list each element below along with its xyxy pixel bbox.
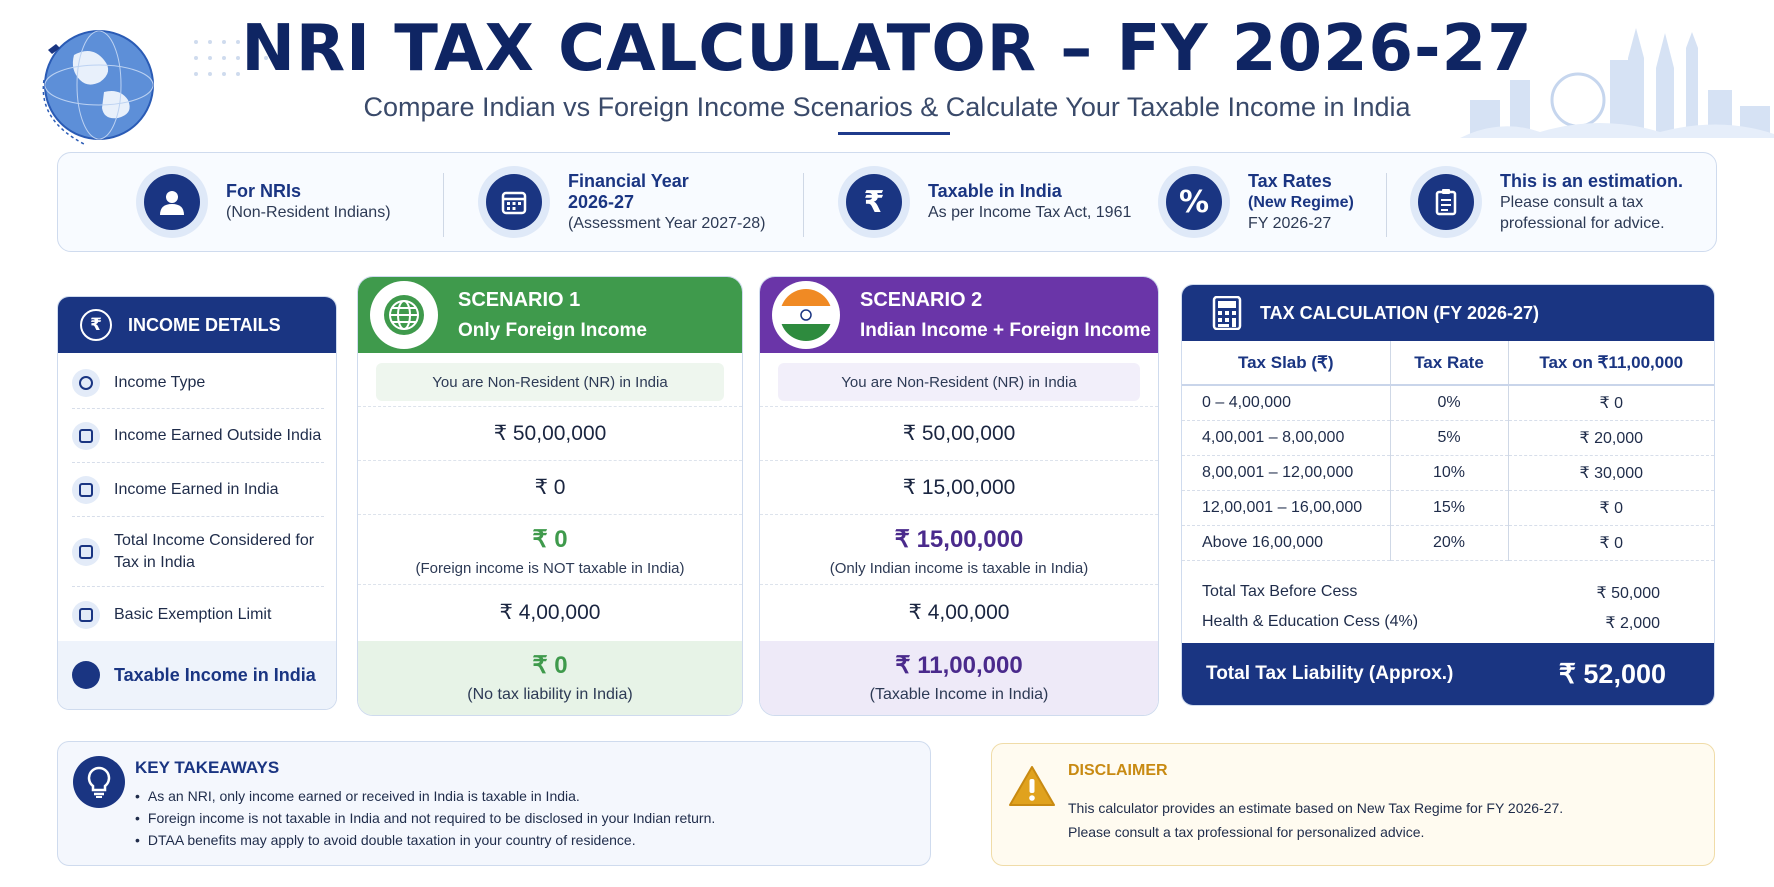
total-tax-liability — [1182, 643, 1714, 705]
title-underline — [838, 132, 950, 135]
income-row-exemption — [72, 587, 324, 643]
info-subtitle: As per Income Tax Act, 1961 — [928, 204, 1132, 221]
settings-icon — [72, 369, 100, 397]
residency-status: You are Non-Resident (NR) in India — [376, 363, 724, 401]
taxable-income-note: (No tax liability in India) — [467, 686, 633, 703]
scenario-1-taxable — [358, 641, 742, 716]
list-item: • Foreign income is not taxable in India and not required to be disclosed in your Indian return. — [135, 807, 715, 829]
scenario-title: SCENARIO 2 — [860, 288, 983, 311]
scenario-title: SCENARIO 1 — [458, 288, 581, 311]
income-details-panel — [57, 296, 337, 710]
table-header-row — [1182, 341, 1714, 385]
scenario-1-total — [358, 515, 742, 585]
income-row-taxable — [58, 641, 336, 709]
scenario-2-exemption: ₹ 4,00,000 — [908, 601, 1010, 624]
income-row-label: Income Earned in India — [114, 480, 279, 498]
table-header: Tax Rate — [1390, 341, 1508, 385]
user-icon — [136, 166, 208, 238]
cess-row — [1202, 613, 1660, 633]
scenario-1-type — [358, 353, 742, 407]
info-item-taxable — [838, 153, 1131, 251]
clipboard-icon — [1410, 166, 1482, 238]
calculator-icon — [72, 538, 100, 566]
slab-cell: 12,00,001 – 16,00,000 — [1182, 490, 1390, 525]
info-title: This is an estimation. — [1500, 170, 1684, 191]
page-title: NRI TAX CALCULATOR – FY 2026-27 — [241, 12, 1533, 86]
table-row — [1182, 385, 1714, 420]
disclaimer-panel — [991, 743, 1715, 866]
info-title-year: 2026-27 — [568, 191, 635, 212]
scenario-subtitle: Only Foreign Income — [458, 319, 647, 341]
scenario-1-card — [357, 276, 743, 716]
table-row — [1182, 455, 1714, 490]
info-subtitle: FY 2026-27 — [1248, 214, 1332, 232]
scenario-2-india: ₹ 15,00,000 — [760, 461, 1158, 515]
info-subtitle: Please consult a tax — [1500, 193, 1644, 211]
lightbulb-icon — [73, 756, 125, 808]
total-income-value: ₹ 15,00,000 — [894, 526, 1024, 553]
info-subtitle-2: professional for advice. — [1500, 214, 1665, 232]
table-row — [1182, 420, 1714, 455]
warning-icon — [1008, 764, 1056, 808]
income-row-label: Income Earned Outside India — [114, 426, 322, 444]
rate-cell: 0% — [1390, 385, 1508, 420]
disclaimer-title: DISCLAIMER — [1068, 762, 1168, 779]
rate-cell: 15% — [1390, 490, 1508, 525]
percent-icon: % — [1158, 166, 1230, 238]
scenario-2-card — [759, 276, 1159, 716]
info-title-regime: (New Regime) — [1248, 193, 1354, 211]
income-row-label: Income Type — [114, 373, 206, 391]
tax-calculation-title: TAX CALCULATION (FY 2026-27) — [1260, 302, 1540, 323]
income-details-header — [58, 297, 336, 353]
divider — [443, 173, 444, 237]
key-takeaways-panel — [57, 741, 931, 866]
table-header: Tax Slab (₹) — [1182, 341, 1390, 385]
income-row-label: Taxable Income in India — [114, 664, 316, 685]
shield-icon — [72, 661, 100, 689]
info-bar — [57, 152, 1717, 252]
globe-icon — [370, 281, 438, 349]
divider — [1386, 173, 1387, 237]
income-row-type — [72, 357, 324, 409]
total-liability-value: ₹ 52,000 — [1558, 658, 1666, 689]
calendar-icon — [478, 166, 550, 238]
total-income-note: (Foreign income is NOT taxable in India) — [415, 560, 685, 577]
taxable-income-value: ₹ 11,00,000 — [895, 652, 1023, 679]
info-title: For NRIs — [226, 181, 302, 201]
summary-value: ₹ 2,000 — [1605, 615, 1660, 632]
tax-cell: ₹ 0 — [1508, 490, 1714, 525]
disclaimer-line: Please consult a tax professional for personalized advice. — [1068, 824, 1425, 840]
scenario-1-exemption: ₹ 4,00,000 — [499, 601, 601, 624]
residency-status: You are Non-Resident (NR) in India — [778, 363, 1140, 401]
info-title: Financial Year — [568, 170, 689, 191]
summary-label: Total Tax Before Cess — [1202, 583, 1358, 600]
list-item: • DTAA benefits may apply to avoid double taxation in your country of residence. — [135, 829, 715, 851]
scenario-2-outside: ₹ 50,00,000 — [760, 407, 1158, 461]
disclaimer-line: This calculator provides an estimate based on New Tax Regime for FY 2026-27. — [1068, 800, 1564, 816]
tax-cell: ₹ 0 — [1508, 385, 1714, 420]
info-subtitle: (Assessment Year 2027-28) — [568, 214, 766, 232]
income-details-title: INCOME DETAILS — [128, 314, 281, 335]
slab-cell: 4,00,001 – 8,00,000 — [1182, 420, 1390, 455]
tax-cell: ₹ 0 — [1508, 525, 1714, 560]
taxable-income-note: (Taxable Income in India) — [869, 686, 1049, 703]
calculator-icon — [1212, 296, 1242, 330]
india-flag-icon — [772, 281, 840, 349]
rate-cell: 10% — [1390, 455, 1508, 490]
list-item: • As an NRI, only income earned or received in India is taxable in India. — [135, 785, 715, 807]
key-takeaways-list — [135, 785, 715, 851]
scenario-1-india: ₹ 0 — [358, 461, 742, 515]
person-shield-icon — [72, 601, 100, 629]
tax-calculation-header — [1182, 285, 1714, 341]
scenario-1-outside: ₹ 50,00,000 — [358, 407, 742, 461]
table-row — [1182, 490, 1714, 525]
scenario-subtitle: Indian Income + Foreign Income — [860, 319, 1151, 341]
rupee-icon: ₹ — [838, 166, 910, 238]
rate-cell: 20% — [1390, 525, 1508, 560]
slab-cell: Above 16,00,000 — [1182, 525, 1390, 560]
tax-calculation-panel — [1181, 284, 1715, 706]
slab-cell: 0 – 4,00,000 — [1182, 385, 1390, 420]
income-row-total — [72, 517, 324, 587]
table-header: Tax on ₹11,00,000 — [1508, 341, 1714, 385]
info-title: Taxable in India — [928, 181, 1062, 201]
scenario-2-total — [760, 515, 1158, 585]
income-row-label: Total Income Considered for Tax in India — [114, 531, 315, 571]
total-before-cess-row — [1202, 583, 1660, 603]
slab-cell: 8,00,001 – 12,00,000 — [1182, 455, 1390, 490]
scenario-2-type — [760, 353, 1158, 407]
table-row — [1182, 525, 1714, 560]
rate-cell: 5% — [1390, 420, 1508, 455]
income-row-india — [72, 463, 324, 517]
income-row-label: Basic Exemption Limit — [114, 606, 272, 623]
calculator-icon — [72, 422, 100, 450]
page-subtitle: Compare Indian vs Foreign Income Scenarios & Calculate Your Taxable Income in India — [363, 92, 1411, 122]
rupee-icon: ₹ — [80, 309, 112, 341]
summary-label: Health & Education Cess (4%) — [1202, 613, 1419, 630]
info-item-tax-rates — [1158, 153, 1354, 251]
divider — [803, 173, 804, 237]
scenario-2-taxable — [760, 641, 1158, 716]
tax-cell: ₹ 20,000 — [1508, 420, 1714, 455]
total-income-value: ₹ 0 — [532, 526, 568, 553]
info-subtitle: (Non-Resident Indians) — [226, 204, 391, 221]
info-item-financial-year — [478, 153, 765, 251]
disclaimer-text — [1068, 796, 1563, 844]
scenario-2-header — [760, 277, 1158, 353]
taxable-income-value: ₹ 0 — [532, 652, 568, 679]
calculator-icon — [72, 476, 100, 504]
summary-value: ₹ 50,000 — [1596, 585, 1660, 602]
info-title: Tax Rates — [1248, 170, 1332, 191]
info-item-estimation — [1410, 153, 1683, 251]
tax-cell: ₹ 30,000 — [1508, 455, 1714, 490]
total-income-note: (Only Indian income is taxable in India) — [829, 560, 1089, 577]
key-takeaways-title: KEY TAKEAWAYS — [135, 758, 280, 777]
income-row-outside — [72, 409, 324, 463]
info-item-nri — [136, 153, 391, 251]
scenario-1-header — [358, 277, 742, 353]
tax-slab-table — [1182, 341, 1714, 561]
total-liability-label: Total Tax Liability (Approx.) — [1206, 663, 1454, 684]
